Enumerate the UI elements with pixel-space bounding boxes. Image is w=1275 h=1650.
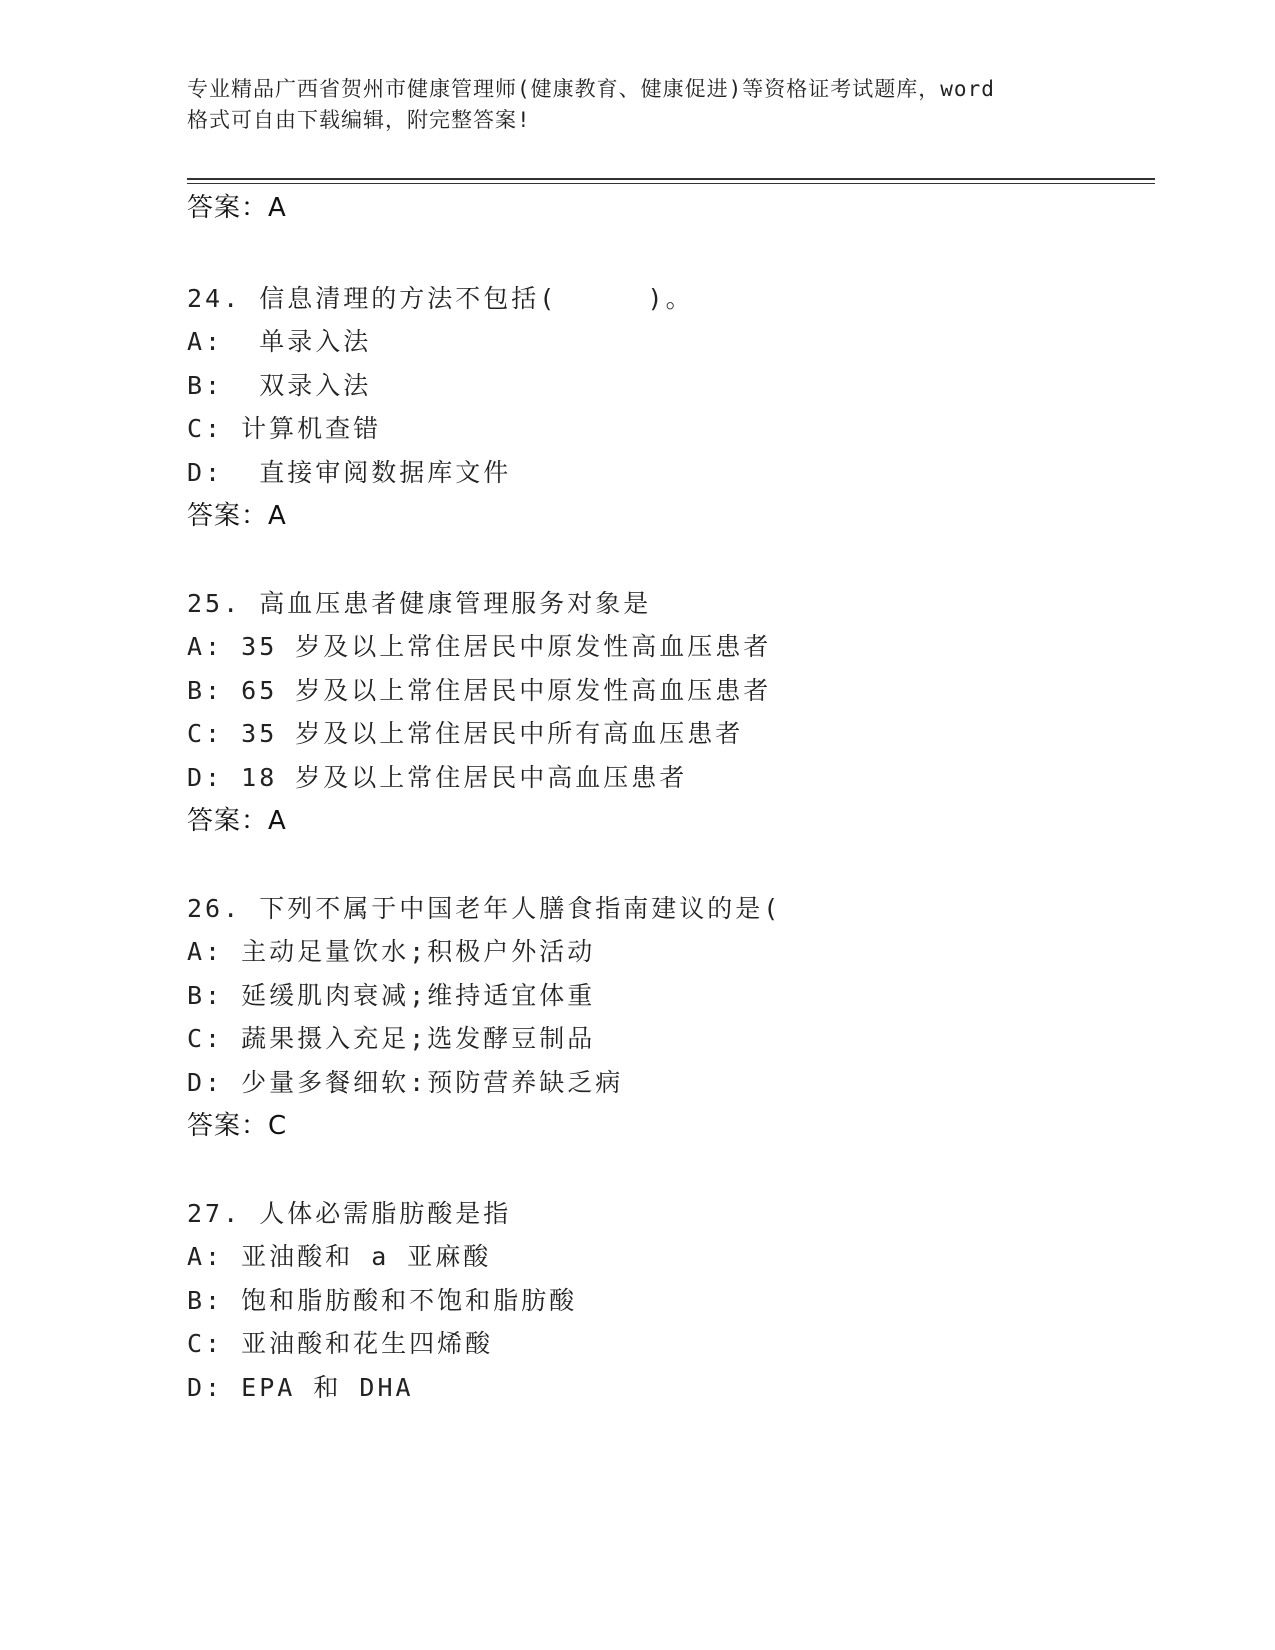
option-a: A: 35 岁及以上常住居民中原发性高血压患者 (187, 632, 772, 661)
option-d: D: EPA 和 DHA (187, 1373, 414, 1402)
option-d: D: 少量多餐细软:预防营养缺乏病 (187, 1068, 624, 1097)
option-a: A: 亚油酸和 a 亚麻酸 (187, 1242, 492, 1271)
option-b: B: 65 岁及以上常住居民中原发性高血压患者 (187, 676, 772, 705)
option-d: D: 直接审阅数据库文件 (187, 458, 512, 487)
answer-line: 答案：A (187, 501, 287, 531)
question-stem: 25. 高血压患者健康管理服务对象是 (187, 589, 652, 618)
answer-line: 答案：C (187, 1111, 288, 1141)
header-line-2: 格式可自由下载编辑，附完整答案! (187, 108, 531, 132)
option-c: C: 35 岁及以上常住居民中所有高血压患者 (187, 719, 744, 748)
document-header (187, 74, 1087, 136)
option-c: C: 亚油酸和花生四烯酸 (187, 1329, 494, 1358)
option-a: A: 主动足量饮水;积极户外活动 (187, 937, 596, 966)
question-stem: 24. 信息清理的方法不包括( )。 (187, 284, 694, 313)
header-line-1: 专业精品广西省贺州市健康管理师(健康教育、健康促进)等资格证考试题库，word (187, 77, 995, 101)
option-c: C: 蔬果摄入充足;选发酵豆制品 (187, 1024, 596, 1053)
header-rule-thin (187, 183, 1155, 184)
option-a: A: 单录入法 (187, 327, 372, 356)
option-d: D: 18 岁及以上常住居民中高血压患者 (187, 763, 688, 792)
question-stem: 26. 下列不属于中国老年人膳食指南建议的是( (187, 894, 782, 923)
question-stem: 27. 人体必需脂肪酸是指 (187, 1199, 512, 1228)
header-rule-thick (187, 178, 1155, 180)
answer-line: 答案：A (187, 806, 287, 836)
option-b: B: 双录入法 (187, 371, 372, 400)
answer-line: 答案：A (187, 193, 287, 223)
option-b: B: 延缓肌肉衰减;维持适宜体重 (187, 981, 596, 1010)
option-b: B: 饱和脂肪酸和不饱和脂肪酸 (187, 1286, 578, 1315)
option-c: C: 计算机查错 (187, 414, 382, 443)
